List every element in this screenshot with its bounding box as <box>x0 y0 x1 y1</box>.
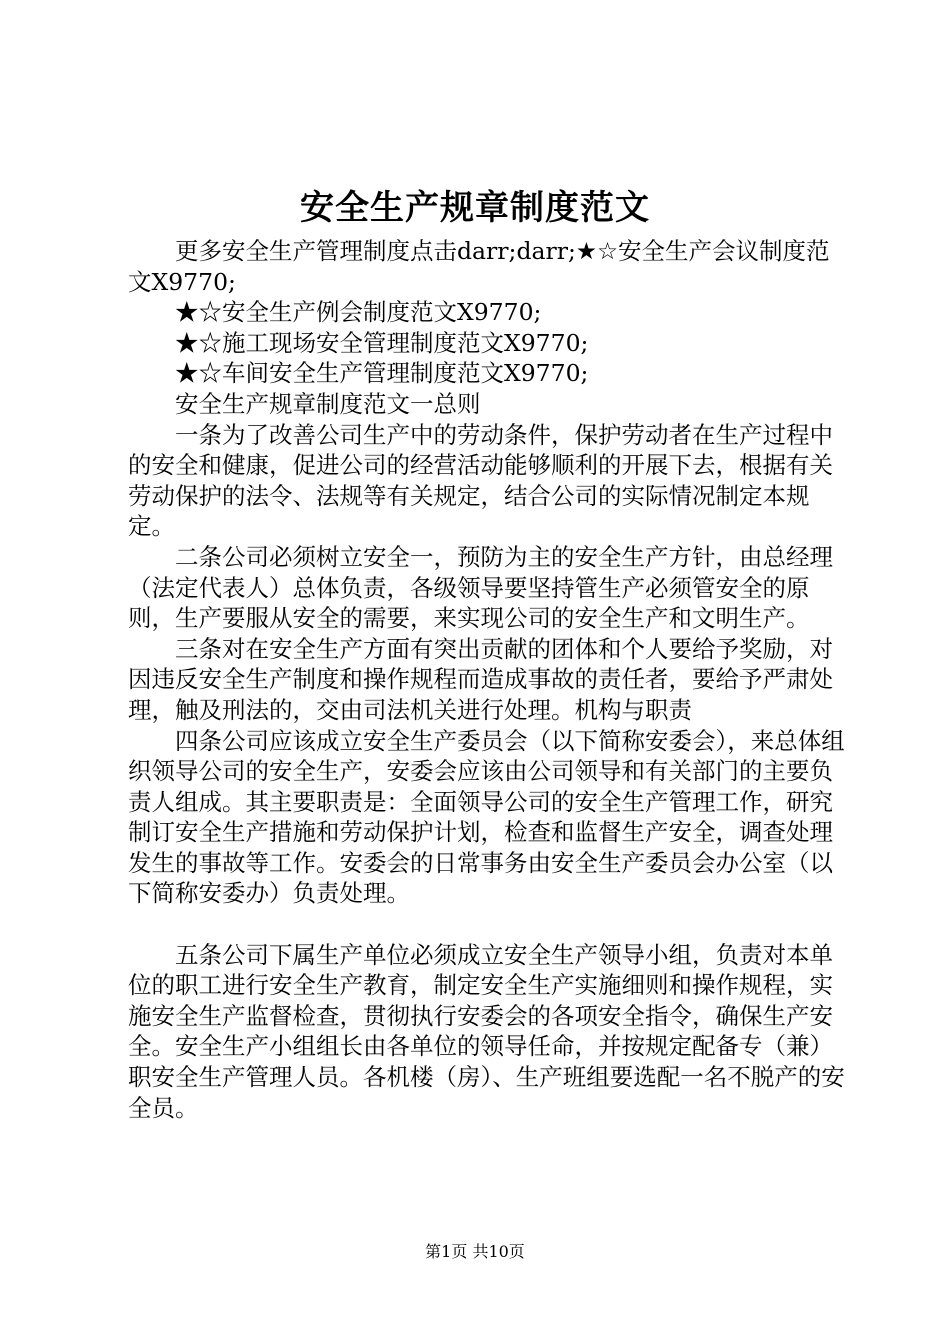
article-3: 三条对在安全生产方面有突出贡献的团体和个人要给予奖励，对因违反安全生产制度和操作规程而造成事故的责任者，要给予严肃处理，触及刑法的，交由司法机关进行处理。机构与职责 <box>128 634 833 724</box>
section-heading-general: 安全生产规章制度范文一总则 <box>175 389 481 418</box>
paragraph-link-site: ★☆施工现场安全管理制度范文X9770; <box>175 328 589 357</box>
paragraph-link-workshop: ★☆车间安全生产管理制度范文X9770; <box>175 359 589 388</box>
paragraph-intro-link: 更多安全生产管理制度点击darr;darr;★☆安全生产会议制度范文X9770; <box>128 237 830 296</box>
document-title: 安全生产规章制度范文 <box>300 188 650 228</box>
article-5: 五条公司下属生产单位必须成立安全生产领导小组，负责对本单位的职工进行安全生产教育，制定安全生产实施细则和操作规程，实施安全生产监督检查，贯彻执行安委会的各项安全指令，确保生产安全。安全生产小组组长由各单位的领导任命，并按规定配备专（兼）职安全生产管理人员。各机楼（房）、生产班组要选配一名不脱产的安全员。 <box>128 940 845 1122</box>
article-1: 一条为了改善公司生产中的劳动条件，保护劳动者在生产过程中的安全和健康，促进公司的经营活动能够顺利的开展下去，根据有关劳动保护的法令、法规等有关规定，结合公司的实际情况制定本规定。 <box>128 420 833 541</box>
article-4: 四条公司应该成立安全生产委员会（以下简称安委会），来总体组织领导公司的安全生产，安委会应该由公司领导和有关部门的主要负责人组成。其主要职责是：全面领导公司的安全生产管理工作，研究制订安全生产措施和劳动保护计划，检查和监督生产安全，调查处理发生的事故等工作。安委会的日常事务由安全生产委员会办公室（以下简称安委办）负责处理。 <box>128 726 845 908</box>
article-2: 二条公司必须树立安全一，预防为主的安全生产方针，由总经理（法定代表人）总体负责，各级领导要坚持管生产必须管安全的原则，生产要服从安全的需要，来实现公司的安全生产和文明生产。 <box>128 542 833 633</box>
page-footer: 第1页 共10页 <box>425 1242 525 1261</box>
paragraph-gap <box>128 909 848 940</box>
paragraph-link-meeting: ★☆安全生产例会制度范文X9770; <box>175 298 542 327</box>
document-body <box>128 236 848 1123</box>
